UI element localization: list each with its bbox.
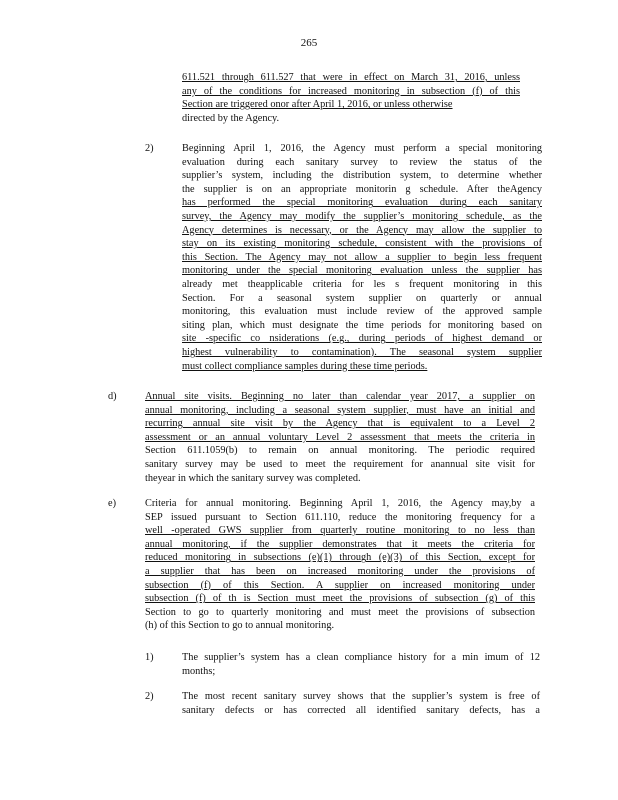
text-line: annual monitoring, if the supplier demonstrates that it meets the criteria for <box>145 538 535 550</box>
text-line: Section 611.1059(b) to remain on annual monitoring. The periodic required <box>145 445 535 457</box>
text-line: The supplier’s system has a clean compliance history for a min imum of 12 <box>182 652 540 663</box>
text-line: annual monitoring, including a seasonal system supplier, must have an initial and <box>145 404 535 416</box>
text-line: reduced monitoring in subsections (e)(1) through (e)(3) of this Section, except for <box>145 552 535 564</box>
item-e2-paragraph <box>182 690 540 717</box>
item-e2-marker: 2) <box>145 691 154 702</box>
text-line: assessment or an annual voluntary Level 2 assessment that meets the criteria in <box>145 431 535 443</box>
text-line: directed by the Agency. <box>182 112 280 124</box>
text-line: has performed the special monitoring evaluation during each sanitary <box>182 197 542 209</box>
text-line: theyear in which the sanitary survey was completed. <box>145 472 361 484</box>
text-line: The most recent sanitary survey shows that the supplier’s system is free of <box>182 691 540 702</box>
text-line: subsection (f) of th is Section must meet the provisions of subsection (g) of this <box>145 593 535 605</box>
text-line: Criteria for annual monitoring. Beginning April 1, 2016, the Agency may,by a <box>145 498 535 509</box>
text-line: siting plan, which must designate the time periods for monitoring based on <box>182 319 542 331</box>
text-line: (h) of this Section to go to annual monitoring. <box>145 620 335 632</box>
text-line: sanitary survey may be used to meet the requirement for anannual site visit for <box>145 458 535 470</box>
text-line: Agency determines is necessary, or the Agency may allow the supplier to <box>182 224 542 236</box>
text-line: this Section. The Agency may not allow a supplier to begin less frequent <box>182 251 542 263</box>
text-line: Section to go to quarterly monitoring and must meet the provisions of subsection <box>145 606 535 618</box>
text-line: well -operated GWS supplier from quarterly routine monitoring to no less than <box>145 525 535 537</box>
continued-paragraph <box>182 71 520 125</box>
text-line: Section are triggered onor after April 1, 2016, or unless otherwise <box>182 99 453 111</box>
text-line: 611.521 through 611.527 that were in effect on March 31, 2016, unless <box>182 72 520 83</box>
subsection-d-paragraph <box>145 390 535 485</box>
text-line: SEP issued pursuant to Section 611.110, reduce the monitoring frequency for a <box>145 511 535 523</box>
page-number: 265 <box>300 37 318 49</box>
text-line: any of the conditions for increased monitoring in subsection (f) of this <box>182 85 520 97</box>
text-line: Section. For a seasonal system supplier on quarterly or annual <box>182 292 542 304</box>
text-line: recurring annual site visit by the Agency that is equivalent to a Level 2 <box>145 418 535 430</box>
text-line: sanitary defects or has corrected all identified sanitary defects, has a <box>182 704 540 716</box>
text-line: monitoring, this evaluation must include review of the approved sample <box>182 306 542 318</box>
text-line: supplier’s system, including the distribution system, to determine whether <box>182 170 542 182</box>
text-line: evaluation during each sanitary survey to review the status of the <box>182 156 542 168</box>
item-e1-marker: 1) <box>145 652 154 663</box>
text-line: months; <box>182 665 216 677</box>
text-line: monitoring under the special monitoring evaluation unless the supplier has <box>182 265 542 277</box>
item-2-paragraph <box>182 142 542 373</box>
text-line: the supplier is on an appropriate monitorin g schedule. After theAgency <box>182 183 542 195</box>
text-line: must collect compliance samples during these time periods. <box>182 360 428 372</box>
text-line: a supplier that has been on increased monitoring under the provisions of <box>145 565 535 577</box>
subsection-e-marker: e) <box>108 498 116 509</box>
text-line: Annual site visits. Beginning no later than calendar year 2017, a supplier on <box>145 391 535 402</box>
text-line: subsection (f) of this Section. A supplier on increased monitoring under <box>145 579 535 591</box>
text-line: highest vulnerability to contamination). The seasonal system supplier <box>182 346 542 358</box>
item-e1-paragraph <box>182 651 540 678</box>
subsection-e-paragraph <box>145 497 535 633</box>
text-line: survey, the Agency may modify the supplier’s monitoring schedule, as the <box>182 210 542 222</box>
subsection-d-marker: d) <box>108 391 117 402</box>
text-line: stay on its existing monitoring schedule, consistent with the provisions of <box>182 238 542 250</box>
text-line: site -specific co nsiderations (e.g., during periods of highest demand or <box>182 333 542 345</box>
text-line: Beginning April 1, 2016, the Agency must perform a special monitoring <box>182 143 542 154</box>
item-2-marker: 2) <box>145 143 154 154</box>
text-line: already met theapplicable criteria for les s frequent monitoring in this <box>182 278 542 290</box>
